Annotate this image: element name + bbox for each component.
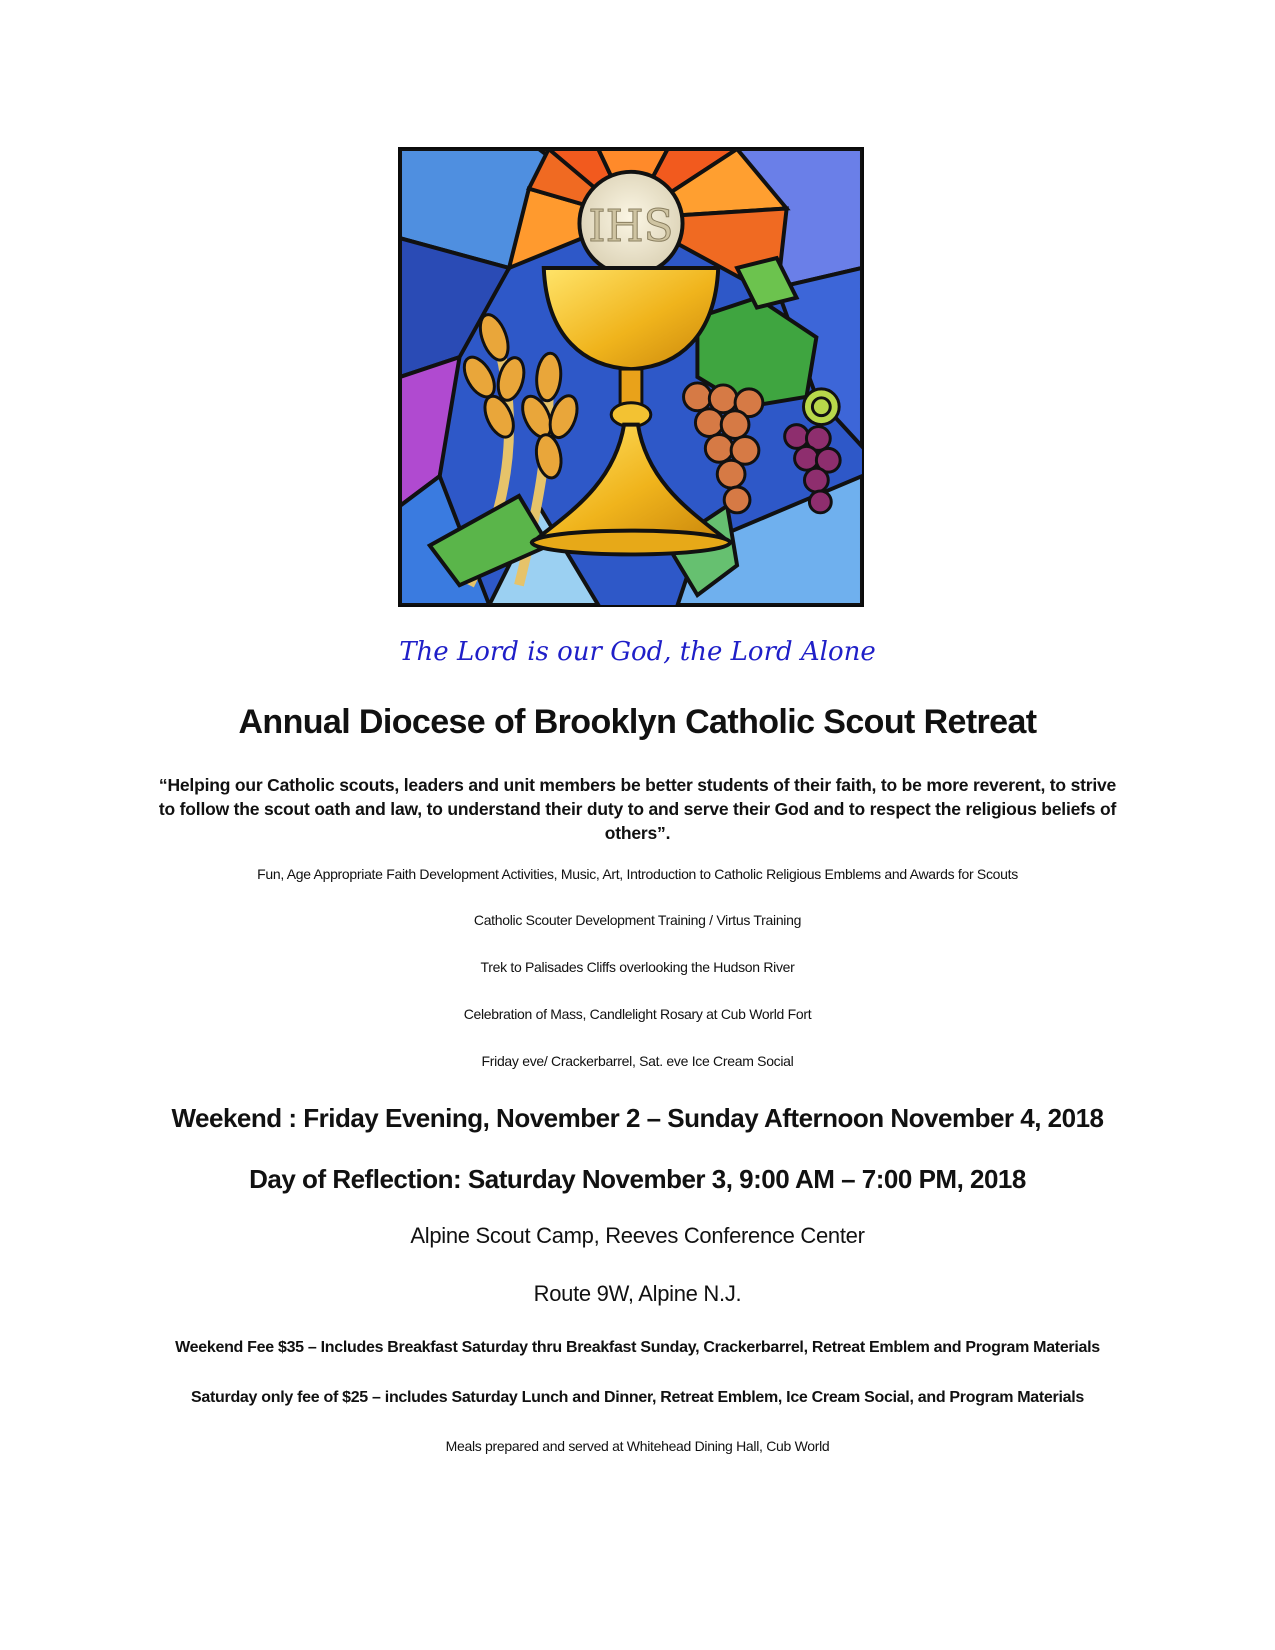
activity-item: Fun, Age Appropriate Faith Development Activities, Music, Art, Introduction to Catholic Religious Emblems and Awards for Scouts (257, 866, 1018, 882)
activity-item: Celebration of Mass, Candlelight Rosary at Cub World Fort (463, 1006, 812, 1022)
activity-item: Catholic Scouter Development Training / Virtus Training (473, 912, 802, 928)
saturday-fee: Saturday only fee of $25 – includes Saturday Lunch and Dinner, Retreat Emblem, Ice Cream Social, and Program Materials (191, 1389, 1084, 1406)
address: Route 9W, Alpine N.J. (533, 1281, 742, 1306)
motto: The Lord is our God, the Lord Alone (399, 637, 876, 667)
activity-item: Trek to Palisades Cliffs overlooking the Hudson River (480, 959, 795, 975)
weekend-fee: Weekend Fee $35 – Includes Breakfast Saturday thru Breakfast Sunday, Crackerbarrel, Retreat Emblem and Program Materials (175, 1339, 1100, 1356)
venue: Alpine Scout Camp, Reeves Conference Center (410, 1223, 865, 1248)
stained-glass-svg (400, 149, 862, 605)
chalice-stained-glass-icon (398, 147, 864, 607)
host-monogram: IHS (588, 202, 674, 253)
meals-note: Meals prepared and served at Whitehead Dining Hall, Cub World (445, 1438, 830, 1454)
day-of-reflection-dates: Day of Reflection: Saturday November 3, 9:00 AM – 7:00 PM, 2018 (249, 1164, 1026, 1194)
weekend-dates: Weekend : Friday Evening, November 2 – Sunday Afternoon November 4, 2018 (171, 1103, 1104, 1133)
activity-item: Friday eve/ Crackerbarrel, Sat. eve Ice Cream Social (481, 1053, 794, 1069)
mission-statement: “Helping our Catholic scouts, leaders and unit members be better students of their faith, to be more reverent, to strive to follow the scout oath and law, to understand their duty to and serve their God and to respect the religious beliefs of others”. (158, 775, 1117, 843)
page-title: Annual Diocese of Brooklyn Catholic Scout Retreat (238, 703, 1037, 741)
